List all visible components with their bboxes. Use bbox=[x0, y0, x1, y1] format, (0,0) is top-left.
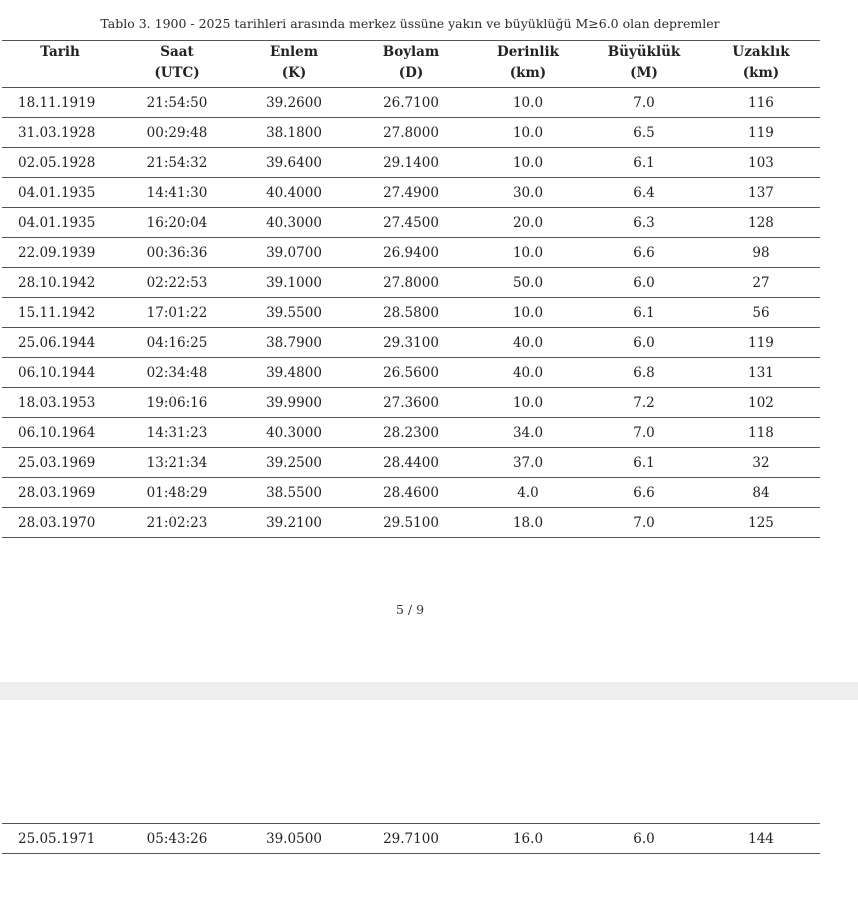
depth-cell: 50.0 bbox=[470, 268, 586, 298]
table-row bbox=[2, 268, 820, 298]
distance-cell: 56 bbox=[702, 298, 820, 328]
magnitude-cell: 6.1 bbox=[586, 448, 702, 478]
magnitude-cell: 6.8 bbox=[586, 358, 702, 388]
magnitude-cell: 7.0 bbox=[586, 88, 702, 118]
distance-cell: 137 bbox=[702, 178, 820, 208]
header-boylam: Boylam (D) bbox=[352, 41, 470, 88]
longitude-cell: 27.8000 bbox=[352, 118, 470, 148]
header-enlem: Enlem (K) bbox=[236, 41, 352, 88]
date-cell: 31.03.1928 bbox=[2, 118, 118, 148]
latitude-cell: 38.7900 bbox=[236, 328, 352, 358]
earthquake-table-continued bbox=[2, 823, 820, 854]
latitude-cell: 39.1000 bbox=[236, 268, 352, 298]
depth-cell: 30.0 bbox=[470, 178, 586, 208]
page-number: 5 / 9 bbox=[395, 602, 425, 617]
distance-cell: 128 bbox=[702, 208, 820, 238]
latitude-cell: 40.3000 bbox=[236, 208, 352, 238]
page-break-band bbox=[0, 682, 858, 700]
magnitude-cell: 6.6 bbox=[586, 478, 702, 508]
table-row bbox=[2, 178, 820, 208]
table-caption: Tablo 3. 1900 - 2025 tarihleri arasında merkez üssüne yakın ve büyüklüğü M≥6.0 olan depremler bbox=[100, 16, 720, 31]
longitude-cell: 26.7100 bbox=[352, 88, 470, 118]
date-cell: 28.10.1942 bbox=[2, 268, 118, 298]
table-row bbox=[2, 358, 820, 388]
magnitude-cell: 6.4 bbox=[586, 178, 702, 208]
depth-cell: 37.0 bbox=[470, 448, 586, 478]
depth-cell: 40.0 bbox=[470, 358, 586, 388]
depth-cell: 20.0 bbox=[470, 208, 586, 238]
header-uzaklik: Uzaklık (km) bbox=[702, 41, 820, 88]
table-row bbox=[2, 238, 820, 268]
time-cell: 21:54:32 bbox=[118, 148, 236, 178]
longitude-cell: 27.4500 bbox=[352, 208, 470, 238]
time-cell: 05:43:26 bbox=[118, 824, 236, 854]
magnitude-cell: 6.0 bbox=[586, 268, 702, 298]
time-cell: 00:36:36 bbox=[118, 238, 236, 268]
time-cell: 02:22:53 bbox=[118, 268, 236, 298]
table-row bbox=[2, 478, 820, 508]
magnitude-cell: 7.2 bbox=[586, 388, 702, 418]
latitude-cell: 38.1800 bbox=[236, 118, 352, 148]
longitude-cell: 26.9400 bbox=[352, 238, 470, 268]
distance-cell: 118 bbox=[702, 418, 820, 448]
depth-cell: 10.0 bbox=[470, 388, 586, 418]
longitude-cell: 26.5600 bbox=[352, 358, 470, 388]
distance-cell: 27 bbox=[702, 268, 820, 298]
longitude-cell: 28.2300 bbox=[352, 418, 470, 448]
distance-cell: 131 bbox=[702, 358, 820, 388]
date-cell: 15.11.1942 bbox=[2, 298, 118, 328]
depth-cell: 10.0 bbox=[470, 148, 586, 178]
header-saat: Saat (UTC) bbox=[118, 41, 236, 88]
depth-cell: 10.0 bbox=[470, 238, 586, 268]
time-cell: 17:01:22 bbox=[118, 298, 236, 328]
table-row bbox=[2, 418, 820, 448]
time-cell: 14:41:30 bbox=[118, 178, 236, 208]
latitude-cell: 40.4000 bbox=[236, 178, 352, 208]
depth-cell: 40.0 bbox=[470, 328, 586, 358]
depth-cell: 34.0 bbox=[470, 418, 586, 448]
time-cell: 02:34:48 bbox=[118, 358, 236, 388]
table-row bbox=[2, 148, 820, 178]
table-row bbox=[2, 328, 820, 358]
date-cell: 18.11.1919 bbox=[2, 88, 118, 118]
date-cell: 18.03.1953 bbox=[2, 388, 118, 418]
date-cell: 25.03.1969 bbox=[2, 448, 118, 478]
date-cell: 04.01.1935 bbox=[2, 208, 118, 238]
date-cell: 28.03.1969 bbox=[2, 478, 118, 508]
latitude-cell: 39.2500 bbox=[236, 448, 352, 478]
latitude-cell: 39.0500 bbox=[236, 824, 352, 854]
latitude-cell: 39.2600 bbox=[236, 88, 352, 118]
latitude-cell: 39.4800 bbox=[236, 358, 352, 388]
distance-cell: 119 bbox=[702, 118, 820, 148]
distance-cell: 119 bbox=[702, 328, 820, 358]
time-cell: 13:21:34 bbox=[118, 448, 236, 478]
table-header-row bbox=[2, 41, 820, 88]
magnitude-cell: 6.0 bbox=[586, 824, 702, 854]
date-cell: 25.05.1971 bbox=[2, 824, 118, 854]
magnitude-cell: 6.1 bbox=[586, 148, 702, 178]
latitude-cell: 39.9900 bbox=[236, 388, 352, 418]
distance-cell: 116 bbox=[702, 88, 820, 118]
time-cell: 14:31:23 bbox=[118, 418, 236, 448]
time-cell: 16:20:04 bbox=[118, 208, 236, 238]
magnitude-cell: 6.5 bbox=[586, 118, 702, 148]
date-cell: 06.10.1944 bbox=[2, 358, 118, 388]
date-cell: 22.09.1939 bbox=[2, 238, 118, 268]
magnitude-cell: 6.3 bbox=[586, 208, 702, 238]
longitude-cell: 29.5100 bbox=[352, 508, 470, 538]
time-cell: 01:48:29 bbox=[118, 478, 236, 508]
earthquake-table bbox=[2, 40, 820, 538]
latitude-cell: 40.3000 bbox=[236, 418, 352, 448]
distance-cell: 103 bbox=[702, 148, 820, 178]
longitude-cell: 27.8000 bbox=[352, 268, 470, 298]
depth-cell: 16.0 bbox=[470, 824, 586, 854]
magnitude-cell: 6.0 bbox=[586, 328, 702, 358]
distance-cell: 144 bbox=[702, 824, 820, 854]
table-row bbox=[2, 118, 820, 148]
latitude-cell: 38.5500 bbox=[236, 478, 352, 508]
longitude-cell: 27.3600 bbox=[352, 388, 470, 418]
header-tarih: Tarih bbox=[2, 41, 118, 88]
table-row bbox=[2, 208, 820, 238]
longitude-cell: 27.4900 bbox=[352, 178, 470, 208]
magnitude-cell: 7.0 bbox=[586, 418, 702, 448]
magnitude-cell: 6.6 bbox=[586, 238, 702, 268]
time-cell: 21:54:50 bbox=[118, 88, 236, 118]
latitude-cell: 39.0700 bbox=[236, 238, 352, 268]
depth-cell: 4.0 bbox=[470, 478, 586, 508]
latitude-cell: 39.6400 bbox=[236, 148, 352, 178]
depth-cell: 10.0 bbox=[470, 88, 586, 118]
depth-cell: 10.0 bbox=[470, 298, 586, 328]
distance-cell: 125 bbox=[702, 508, 820, 538]
distance-cell: 84 bbox=[702, 478, 820, 508]
header-derinlik: Derinlik (km) bbox=[470, 41, 586, 88]
latitude-cell: 39.5500 bbox=[236, 298, 352, 328]
depth-cell: 10.0 bbox=[470, 118, 586, 148]
date-cell: 28.03.1970 bbox=[2, 508, 118, 538]
table-row bbox=[2, 388, 820, 418]
time-cell: 00:29:48 bbox=[118, 118, 236, 148]
date-cell: 25.06.1944 bbox=[2, 328, 118, 358]
date-cell: 06.10.1964 bbox=[2, 418, 118, 448]
table-row bbox=[2, 298, 820, 328]
depth-cell: 18.0 bbox=[470, 508, 586, 538]
header-buyukluk: Büyüklük (M) bbox=[586, 41, 702, 88]
date-cell: 02.05.1928 bbox=[2, 148, 118, 178]
longitude-cell: 28.4600 bbox=[352, 478, 470, 508]
distance-cell: 102 bbox=[702, 388, 820, 418]
distance-cell: 32 bbox=[702, 448, 820, 478]
table-row bbox=[2, 508, 820, 538]
longitude-cell: 28.4400 bbox=[352, 448, 470, 478]
latitude-cell: 39.2100 bbox=[236, 508, 352, 538]
magnitude-cell: 7.0 bbox=[586, 508, 702, 538]
longitude-cell: 29.3100 bbox=[352, 328, 470, 358]
date-cell: 04.01.1935 bbox=[2, 178, 118, 208]
magnitude-cell: 6.1 bbox=[586, 298, 702, 328]
table-row bbox=[2, 448, 820, 478]
time-cell: 04:16:25 bbox=[118, 328, 236, 358]
table-row bbox=[2, 824, 820, 854]
time-cell: 19:06:16 bbox=[118, 388, 236, 418]
distance-cell: 98 bbox=[702, 238, 820, 268]
longitude-cell: 29.1400 bbox=[352, 148, 470, 178]
longitude-cell: 29.7100 bbox=[352, 824, 470, 854]
longitude-cell: 28.5800 bbox=[352, 298, 470, 328]
table-row bbox=[2, 88, 820, 118]
time-cell: 21:02:23 bbox=[118, 508, 236, 538]
